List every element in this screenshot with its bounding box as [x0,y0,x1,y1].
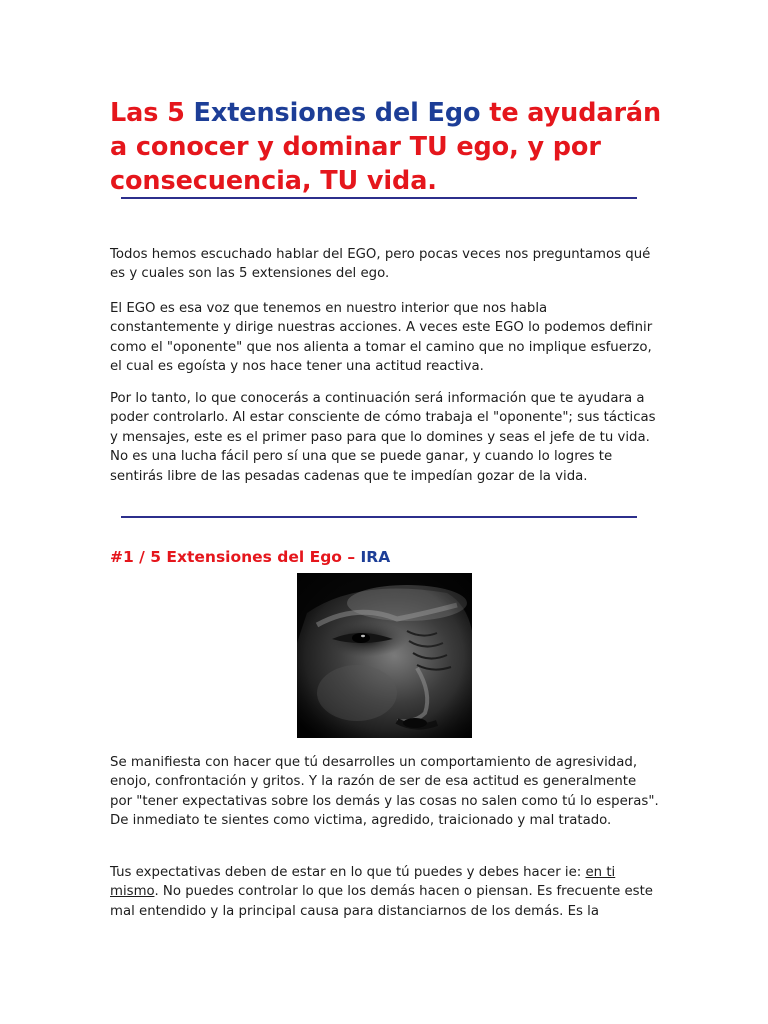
section-1-paragraph-1: Se manifiesta con hacer que tú desarrolles un comportamiento de agresividad, enojo, confrontación y gritos. Y la razón de ser de esa actitud es generalmente por "tener expectativas sobre los demás y las cosas no salen como tú lo esperas". De inmediato te sientes como victima, agredido, traicionado y mal tratado. [110,755,659,829]
intro-paragraph-2: El EGO es esa voz que tenemos en nuestro interior que nos habla constantemente y dirige nuestras acciones. A veces este EGO lo podemos definir como el "oponente" que nos alienta a tomar el camino que no implique esfuerzo, el cual es egoísta y nos hace tener una actitud reactiva. [110,301,653,375]
section-heading-prefix: #1 / 5 Extensiones del Ego – [110,548,356,566]
section-1-paragraph-2 [110,863,660,921]
paragraph-text: . No puedes controlar lo que los demás hacen o piensan. Es frecuente este mal entendido y la principal causa para distanciarnos de los demás. Es la [110,884,653,919]
intro-paragraph-3: Por lo tanto, lo que conocerás a continuación será información que te ayudara a poder controlarlo. Al estar consciente de cómo trabaja el "oponente"; sus tácticas y mensajes, este es el primer paso para que lo domines y seas el jefe de tu vida. No es una lucha fácil pero sí una que se puede ganar, y cuando lo logres te sentirás libre de las pesadas cadenas que te impedían gozar de la vida. [110,391,656,484]
title-part-extensiones: Extensiones del Ego [193,98,481,128]
paragraph-text: Tus expectativas deben de estar en lo que tú puedes y debes hacer ie: [110,865,586,880]
horizontal-divider [121,197,637,199]
angry-face-photo [297,573,472,738]
title-part-las-5: Las 5 [110,98,185,128]
section-heading-ira [110,546,390,568]
page-title [110,96,670,198]
section-heading-keyword: IRA [360,548,391,566]
intro-paragraph-1: Todos hemos escuchado hablar del EGO, pero pocas veces nos preguntamos qué es y cuales son las 5 extensiones del ego. [110,247,651,282]
horizontal-divider [121,516,637,518]
underlined-phrase: en ti mismo [110,865,616,900]
title-part-rest: te ayudarán a conocer y dominar TU ego, y por consecuencia, TU vida. [110,98,662,196]
